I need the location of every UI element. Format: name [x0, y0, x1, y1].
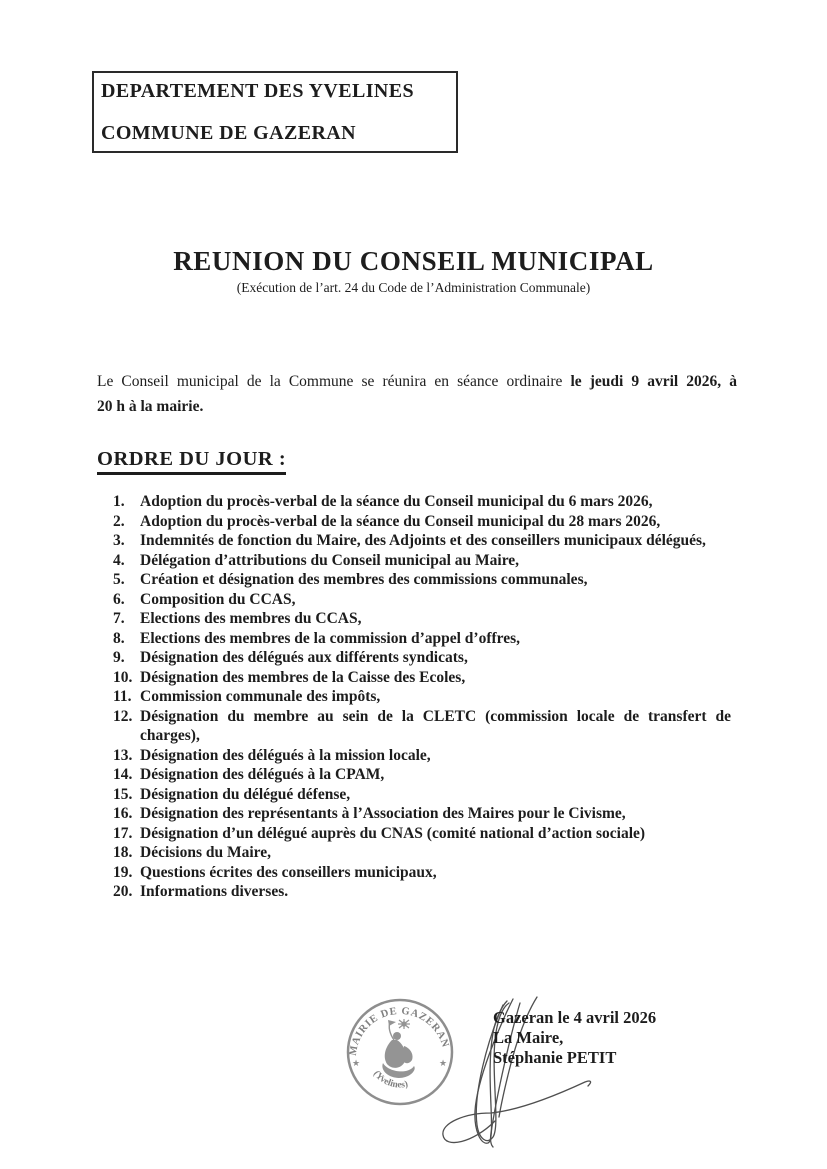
meeting-announcement	[97, 369, 737, 419]
agenda-item: Désignation des délégués aux différents syndicats,	[140, 649, 468, 666]
agenda-item: Questions écrites des conseillers municipaux,	[140, 863, 437, 881]
stamp-star-left-icon: ★	[352, 1058, 361, 1068]
agenda-item: Décisions du Maire,	[140, 844, 272, 861]
signature-block	[493, 1008, 656, 1068]
commune-line: COMMUNE DE GAZERAN	[101, 122, 356, 144]
stamp-crest-icon	[382, 1019, 414, 1078]
meeting-datetime: le jeudi 9 avril 2026, à	[570, 373, 737, 390]
stamp-star-right-icon: ★	[439, 1058, 448, 1068]
agenda-item: Désignation des délégués à la mission locale,	[140, 746, 431, 764]
agenda-item: Commission communale des impôts,	[140, 688, 381, 705]
signer-role: La Maire,	[493, 1028, 564, 1047]
agenda-item: Délégation d’attributions du Conseil municipal au Maire,	[140, 551, 520, 569]
letterhead-box	[92, 71, 458, 153]
agenda-item: Adoption du procès-verbal de la séance du Conseil municipal du 28 mars 2026,	[140, 512, 661, 530]
stamp-bottom-text: (Yvelines)	[371, 1069, 409, 1091]
agenda-item: Désignation des délégués à la CPAM,	[140, 766, 385, 783]
meeting-place: 20 h à la mairie.	[97, 398, 204, 415]
document-title: REUNION DU CONSEIL MUNICIPAL	[173, 246, 654, 276]
agenda-item: Indemnités de fonction du Maire, des Adjoints et des conseillers municipaux délégués,	[140, 532, 706, 549]
agenda-item: Désignation des membres de la Caisse des Ecoles,	[140, 668, 466, 686]
agenda-item: Elections des membres de la commission d’appel d’offres,	[140, 629, 521, 647]
stamp-top-text: MAIRIE DE GAZERAN	[347, 1005, 451, 1057]
agenda-item: Désignation du délégué défense,	[140, 785, 351, 803]
agenda-item: Désignation du membre au sein de la CLETC (commission locale de transfert de charges),	[140, 707, 731, 744]
agenda-item: Désignation des représentants à l’Association des Maires pour le Civisme,	[140, 805, 626, 822]
agenda-item: Elections des membres du CCAS,	[140, 610, 362, 627]
agenda-heading: ORDRE DU JOUR :	[97, 448, 286, 475]
agenda-item: Adoption du procès-verbal de la séance du Conseil municipal du 6 mars 2026,	[140, 493, 653, 510]
agenda-item: Informations diverses.	[140, 883, 289, 900]
agenda-item: Création et désignation des membres des commissions communales,	[140, 571, 588, 588]
agenda-item: Composition du CCAS,	[140, 590, 296, 608]
signer-name: Stéphanie PETIT	[493, 1048, 617, 1067]
department-line: DEPARTEMENT DES YVELINES	[101, 80, 415, 102]
announcement-normal-text: Le Conseil municipal de la Commune se réunira en séance ordinaire	[97, 373, 571, 390]
agenda-item: Désignation d’un délégué auprès du CNAS (comité national d’action sociale)	[140, 824, 646, 842]
place-date: Gazeran le 4 avril 2026	[493, 1008, 657, 1027]
agenda-list	[113, 492, 731, 902]
document-subtitle: (Exécution de l’art. 24 du Code de l’Administration Communale)	[236, 280, 591, 295]
